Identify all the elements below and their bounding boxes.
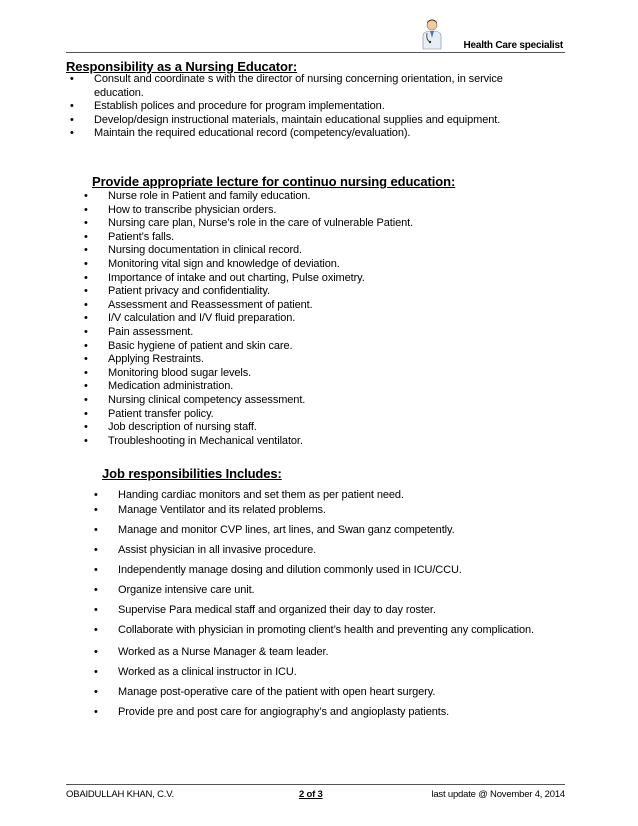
list-item: • Collaborate with physician in promoting client’s health and preventing any complication. bbox=[94, 620, 564, 640]
list-item: • I/V calculation and I/V fluid preparation. bbox=[84, 312, 554, 326]
list-item: • Handing cardiac monitors and set them as per patient need. bbox=[94, 488, 564, 503]
list-item: • Worked as a Nurse Manager & team leader. bbox=[94, 645, 564, 660]
list-item: • Pain assessment. bbox=[84, 326, 554, 340]
list-item: • Organize intensive care unit. bbox=[94, 583, 564, 598]
list-item: • Manage and monitor CVP lines, art lines, and Swan ganz competently. bbox=[94, 523, 564, 538]
lectures-list bbox=[84, 190, 554, 448]
list-item: • Patient’s falls. bbox=[84, 231, 554, 245]
list-item: • Nurse role in Patient and family education. bbox=[84, 190, 554, 204]
list-item: • Medication administration. bbox=[84, 380, 554, 394]
page-header bbox=[66, 18, 565, 54]
list-item: • Supervise Para medical staff and organized their day to day roster. bbox=[94, 603, 564, 618]
doctor-icon bbox=[421, 18, 443, 50]
list-item: • Applying Restraints. bbox=[84, 353, 554, 367]
list-item: • Establish polices and procedure for program implementation. bbox=[70, 100, 550, 114]
section-title-nursing-educator: Responsibility as a Nursing Educator: bbox=[66, 59, 298, 74]
list-item: • Consult and coordinate s with the director of nursing concerning orientation, in service education. bbox=[70, 73, 550, 100]
list-item: • Monitoring vital sign and knowledge of deviation. bbox=[84, 258, 554, 272]
list-item: • Nursing care plan, Nurse’s role in the care of vulnerable Patient. bbox=[84, 217, 554, 231]
nursing-educator-list bbox=[70, 73, 550, 141]
list-item: • Monitoring blood sugar levels. bbox=[84, 367, 554, 381]
list-item: • Independently manage dosing and dilution commonly used in ICU/CCU. bbox=[94, 563, 564, 578]
list-item: • Patient privacy and confidentiality. bbox=[84, 285, 554, 299]
job-responsibilities-list bbox=[94, 488, 564, 720]
section-title-job-responsibilities: Job responsibilities Includes: bbox=[102, 466, 282, 481]
footer-author: OBAIDULLAH KHAN, C.V. bbox=[66, 789, 174, 800]
list-item: • Troubleshooting in Mechanical ventilator. bbox=[84, 435, 554, 449]
page-number: 2 of 3 bbox=[299, 789, 323, 800]
list-item: • Importance of intake and out charting, Pulse oximetry. bbox=[84, 272, 554, 286]
list-item: • Assessment and Reassessment of patient. bbox=[84, 299, 554, 313]
header-divider bbox=[66, 52, 565, 53]
footer-last-update: last update @ November 4, 2014 bbox=[431, 789, 565, 800]
section-title-lectures: Provide appropriate lecture for continuo nursing education: bbox=[92, 174, 456, 189]
list-item: • Provide pre and post care for angiography’s and angioplasty patients. bbox=[94, 705, 564, 720]
list-item: • Maintain the required educational record (competency/evaluation). bbox=[70, 127, 550, 141]
list-item: • Manage post-operative care of the patient with open heart surgery. bbox=[94, 685, 564, 700]
list-item: • Manage Ventilator and its related problems. bbox=[94, 503, 564, 518]
list-item: • How to transcribe physician orders. bbox=[84, 204, 554, 218]
footer-divider bbox=[66, 784, 565, 785]
list-item: • Worked as a clinical instructor in ICU. bbox=[94, 665, 564, 680]
list-item: • Nursing documentation in clinical record. bbox=[84, 244, 554, 258]
list-item: • Job description of nursing staff. bbox=[84, 421, 554, 435]
list-item: • Nursing clinical competency assessment. bbox=[84, 394, 554, 408]
list-item: • Basic hygiene of patient and skin care. bbox=[84, 340, 554, 354]
list-item: • Develop/design instructional materials, maintain educational supplies and equipment. bbox=[70, 114, 550, 128]
header-title: Health Care specialist bbox=[463, 40, 563, 51]
list-item: • Patient transfer policy. bbox=[84, 408, 554, 422]
list-item: • Assist physician in all invasive procedure. bbox=[94, 543, 564, 558]
